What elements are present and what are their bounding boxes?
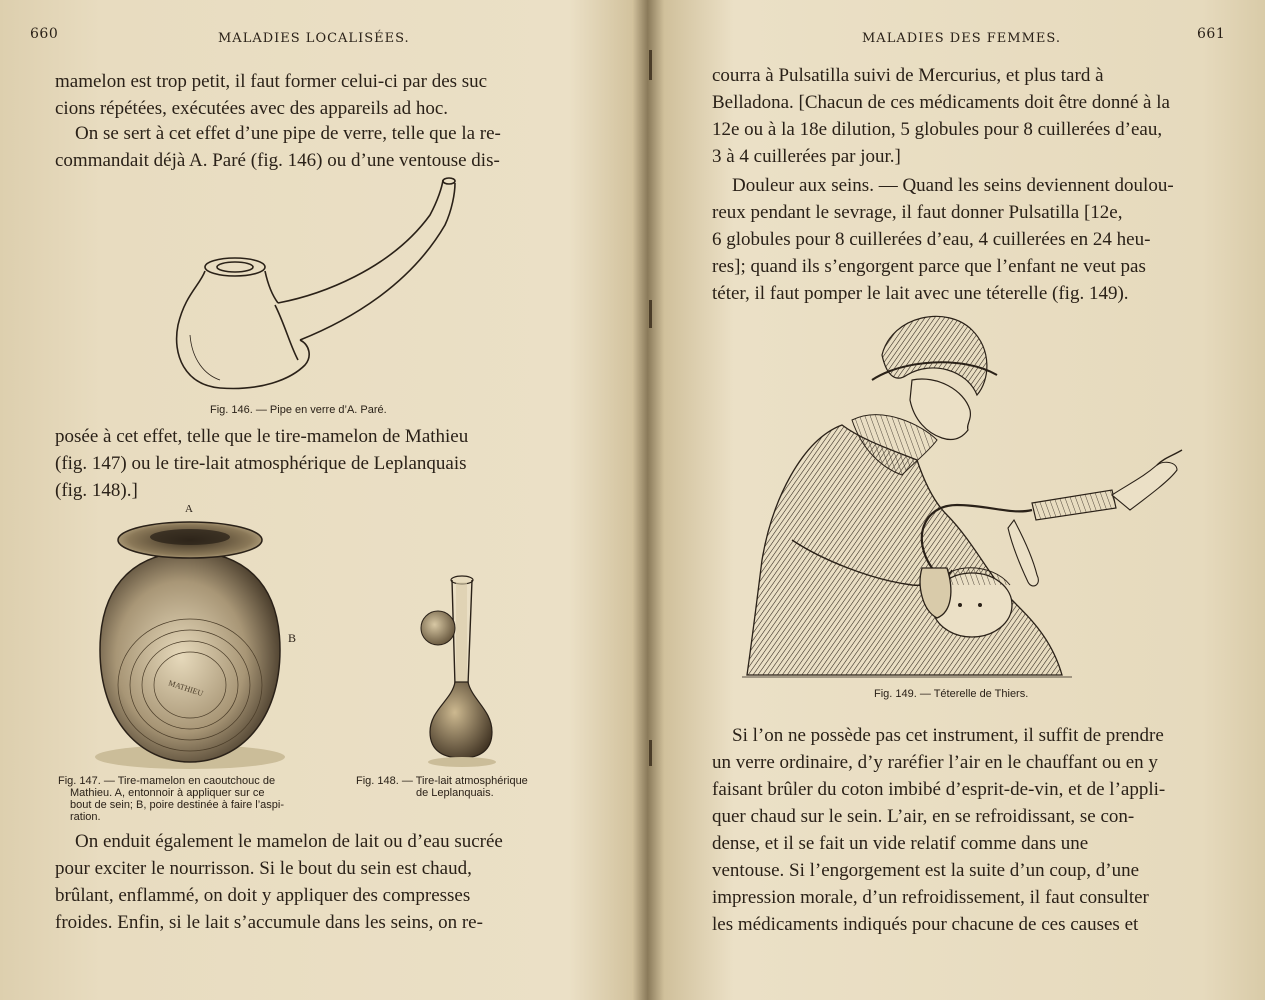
paragraph [712,62,1222,170]
tire-lait-illustration [400,570,500,770]
right-page [652,0,1265,1000]
running-head: MALADIES LOCALISÉES. [218,31,410,46]
page-number: 661 [1197,26,1226,42]
paragraph [712,172,1222,307]
text-line: téter, il faut pomper le lait avec une téterelle (fig. 149). [712,283,1129,304]
teterelle-engraving [732,300,1202,680]
text-line: commandait déjà A. Paré (fig. 146) ou d’une ventouse dis- [55,150,500,171]
figure-caption: Fig. 149. — Téterelle de Thiers. [874,688,1029,700]
text-line: Si l’on ne possède pas cet instrument, il suffit de prendre [732,725,1164,746]
running-head: MALADIES DES FEMMES. [862,31,1061,46]
text-line: On enduit également le mamelon de lait ou d’eau sucrée [75,831,503,852]
text-line: pour exciter le nourrisson. Si le bout du sein est chaud, [55,858,472,879]
text-line: On se sert à cet effet d’une pipe de verre, telle que la re- [75,123,501,144]
text-line: les médicaments indiqués pour chacune de ces causes et [712,914,1139,935]
text-line: (fig. 148).] [55,480,138,501]
text-line: Belladona. [Chacun de ces médicaments doit être donné à la [712,92,1170,113]
text-line: Douleur aux seins. — Quand les seins deviennent doulou- [732,175,1174,196]
paragraph [55,423,565,504]
paragraph [55,68,565,122]
paragraph [712,722,1222,938]
text-line: courra à Pulsatilla suivi de Mercurius, et plus tard à [712,65,1104,86]
paragraph [55,120,565,174]
paragraph [55,828,565,936]
text-line: quer chaud sur le sein. L’air, en se refroidissant, se con- [712,806,1135,827]
text-line: res]; quand ils s’engorgent parce que l’enfant ne veut pas [712,256,1146,277]
caption-line: bout de sein; B, poire destinée à faire l’aspi- [70,799,285,811]
caption-line: Fig. 147. — Tire-mamelon en caoutchouc de [58,775,276,787]
text-line: ventouse. Si l’engorgement est la suite d’un coup, d’une [712,860,1140,881]
figure-label-a: A [185,503,193,515]
text-line: 12e ou à la 18e dilution, 5 globules pour 8 cuillerées d’eau, [712,119,1163,140]
text-line: cions répétées, exécutées avec des appareils ad hoc. [55,98,448,119]
caption-line: ration. [70,811,101,823]
page-number: 660 [30,26,59,42]
caption-line: Mathieu. A, entonnoir à appliquer sur ce [70,787,265,799]
text-line: mamelon est trop petit, il faut former celui-ci par des suc [55,71,488,92]
text-line: impression morale, d’un refroidissement, il faut consulter [712,887,1149,908]
text-line: 6 globules pour 8 cuillerées d’eau, 4 cuillerées en 24 heu- [712,229,1151,250]
text-line: (fig. 147) ou le tire-lait atmosphérique de Leplanquais [55,453,467,474]
text-line: dense, et il se fait un vide relatif comme dans une [712,833,1089,854]
text-line: 3 à 4 cuillerées par jour.] [712,146,901,167]
text-line: posée à cet effet, telle que le tire-mamelon de Mathieu [55,426,469,447]
figure-label-b: B [288,631,297,645]
text-line: un verre ordinaire, d’y raréfier l’air en le chauffant ou en y [712,752,1158,773]
figure-caption: Fig. 146. — Pipe en verre d’A. Paré. [210,404,387,416]
text-line: froides. Enfin, si le lait s’accumule dans les seins, on re- [55,912,483,933]
tire-mamelon-illustration [90,500,320,770]
text-line: reux pendant le sevrage, il faut donner Pulsatilla [12e, [712,202,1123,223]
text-line: faisant brûler du coton imbibé d’esprit-de-vin, et de l’appli- [712,779,1166,800]
figure-caption [356,775,576,799]
caption-line: Fig. 148. — Tire-lait atmosphérique [356,775,528,787]
text-line: brûlant, enflammé, on doit y appliquer des compresses [55,885,471,906]
caption-line: de Leplanquais. [416,787,494,799]
maker-stamp: MATHIEU [167,678,205,699]
glass-pipe-illustration [160,175,500,405]
figure-caption [58,775,328,823]
